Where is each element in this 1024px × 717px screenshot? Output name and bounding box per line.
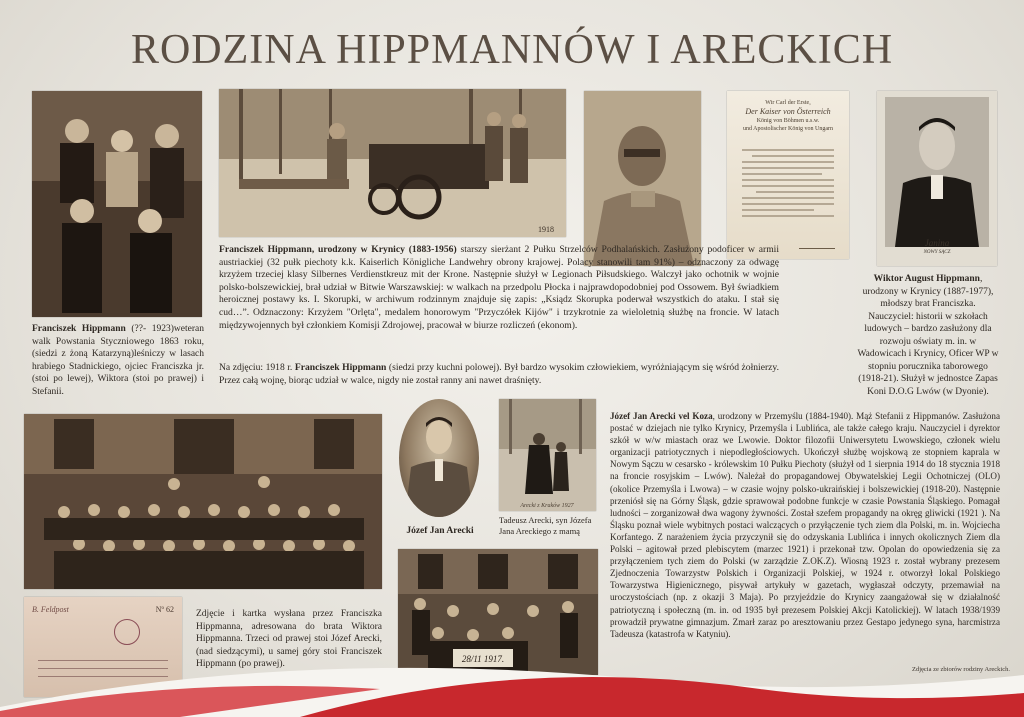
arecki-text: , urodzony w Przemyślu (1884-1940). Mąż Stefanii z Hippmanów. Zasłużona postać w dziejach nie tylko Krynicy, Przemyśla i Lublińca, ale także całego kraju. Nauczyciel i dyrektor szkół w w/w miastach oraz we Lwowie. Doktor filozofii Uniwersytetu Lwowskiego, członek wielu organizacji patriotycznych i niepodległościowych. Ukończył służbę wojskową ze stopniem kaprala w Nowym Sączu w cesarsko - królewskim 10 Pułku Piechoty (służył od 1 sierpnia 1914 do 18 stycznia 1918 na froncie rosyjskim – Lwów). Należał do propagandowej Obywatelskiej Legii Ochotniczej (OLO) (okolice Przemyśla i Lwowa) – w czasie wojny polsko-ukraińskiej i bolszewickiej (1918-20). Następnie przeniósł się na Górny Śląsk, gdzie sprawował podobne funkcje w czasie Powstania Śląskiego. Pomagał ludności – zorganizował dwa wagony żywności. Został szefem propagandy na okręg gliwicki (1921 ). Na Śląsku poznał wiele wybitnych postaci walczących o przyłączenie tych ziem dla Polski, m. in. Wojciecha Korfantego. Z narażeniem życia przyczynił się do odzyskania Lublińca i innych okolicznych Ziem dla Polski – agitował przed plebiscytem (marzec 1921) i przekonał tzw. Opolan do opowiedzenia się za przyłączeniem tych ziem do Polski (w zarządzie Z.OK.Z). Wiosną 1923 r. został wybrany prezesem Zjednoczenia Towarzystw Polskich i Organizacji Polskiej, w 1924 r. otworzył lokal Polskiego Towarzystwa Higienicznego, pisywał artykuły w gazetach, wygłaszał odczyty, przemawiał na uroczystościach (np. z okazji 3 Maja). Po przyjeździe do Krynicy zaangażował się w działalność patriotyczną i społeczną (m. in. od 1935 był prezesem Polskiej Akcji Katolickiej). W latach 1938/1939 prowadził prywatne gimnazjum. Zmarł zaraz po aresztowaniu przez Gestapo jedynego syna, harcmistrza Tadeusza (katastrofa w Katyniu).	[610, 411, 1000, 639]
diploma-line-4: und Apostolischer König von Ungarn	[743, 126, 833, 132]
diploma-line-1: Wir Carl der Erste,	[765, 100, 811, 106]
jozef-caption: Józef Jan Arecki	[406, 526, 474, 536]
diploma-document	[727, 91, 849, 259]
photo-year-label: 1918	[538, 225, 554, 234]
source-note: Zdjęcia ze zbiorów rodziny Areckich.	[912, 666, 1010, 673]
photographer-signature	[877, 238, 997, 258]
wiktor-text: , urodzony w Krynicy (1887-1977), młodszy brat Franciszka. Nauczyciel: historii w szkołach ludowych – bardzo zasłużony dla rozwoju oświaty m. in. w Wadowicach i Krynicy, Oficer WP w stopniu porucznika taborowego (1918-21). Służył w jednostce Zapas Koni D.O.G Lwów (w Dyonie).	[857, 274, 999, 397]
family-portrait-caption	[32, 323, 204, 398]
field-kitchen-photo	[219, 89, 566, 237]
photo-prefix: Na zdjęciu: 1918 r.	[219, 362, 295, 373]
page-title: RODZINA HIPPMANNÓW I ARECKICH	[130, 27, 894, 73]
tadeusz-caption: Tadeusz Arecki, syn Józefa Jana Areckiego z mamą	[499, 515, 592, 536]
tadeusz-photo	[499, 399, 596, 511]
franciszek-portrait-photo	[584, 91, 701, 266]
wiktor-biography	[857, 273, 999, 398]
wiktor-name: Wiktor August Hippmann	[873, 274, 980, 284]
arecki-biography	[610, 410, 1000, 640]
postcard-caption: Zdjęcie i kartka wysłana przez Franciszka Hippmanna, adresowana do brata Wiktora Hippmanna. Trzeci od prawej stoi Józef Arecki, (nad siedzącymi), u samej góry stoi Franciszek Hippmann (po prawej).	[196, 609, 382, 669]
family-portrait-photo	[32, 91, 202, 317]
postcard-address: B. Feldpost	[32, 605, 69, 614]
bio-text: starszy sierżant 2 Pułku Strzelców Podhalańskich. Zasłużony podoficer w armii austriackiej (32 pułk piechoty k.k. Kaiserlich Königliche Landwehry obrony krajowej. Polacy stanowili tam 91%) – odznaczony za odwagę krzyżem trzeciej klasy Silbernes Verdienstkreuz mit der Krone. Następnie służył w Legionach Piłsudskiego. Walczył jako ochotnik w wojnie polsko-bolszewickiej, brał udział w Bitwie Warszawskiej: w walkach na przedpolu Płocka i najprawdopodobniej pod Ossowem. Był świadkiem heroicznej postawy ks. I. Skorupki, w archiwum rodzinnym znajduje się zapis: „Ksiądz Skorupka poderwał wszystkich do ataku. I stał się cud…”. Odznaczony: Krzyżem "Orlęta", medalem honorowym "Przyczółek Kijów" i trzykrotnie za wieloletnią służbę na froncie. W latach międzywojennych był członkiem Komisji Zdrojowej, pracował w biurze rozliczeń (ekonom).	[219, 244, 779, 331]
wiktor-portrait-photo	[877, 91, 997, 266]
bio-name: Franciszek Hippmann, urodzony w Krynicy (1883-1956)	[219, 244, 457, 255]
tadeusz-photo-plate: Arecki z Kraków 1927	[520, 503, 574, 509]
jozef-oval-portrait	[399, 399, 479, 517]
caption-text: (??- 1923)weteran walk Powstania Styczniowego 1863 roku, (siedzi z żoną Katarzyną)leśniczy w lasach hrabiego Stadnickiego, ojciec Franciszka jr. (stoi po lewej), Wiktora (stoi po prawej) i Stefanii.	[32, 324, 204, 397]
diploma-line-2: Der Kaiser von Österreich	[745, 107, 831, 116]
soldiers-group-photo	[24, 414, 382, 589]
arecki-name: Józef Jan Arecki vel Koza	[610, 411, 713, 421]
office-photo-date: 28/11 1917.	[461, 654, 505, 664]
photographer-city: NOWY SĄCZ	[923, 250, 951, 255]
photo-description	[219, 362, 779, 387]
diploma-line-3: König von Böhmen u.s.w.	[756, 118, 820, 124]
caption-name: Franciszek Hippmann	[32, 324, 126, 334]
franciszek-biography	[219, 244, 779, 332]
diploma-signature	[799, 239, 835, 249]
postcard-number: Nº 62	[155, 605, 174, 614]
photographer-name: Janina	[924, 238, 950, 248]
photo-name: Franciszek Hippmann	[294, 362, 387, 373]
photo-text: (siedzi przy kuchni polowej). Był bardzo wysokim człowiekiem, wyróżniającym się wśród żołnierzy. Przez całą wojnę, biorąc udział w walce, nigdy nie został ranny ani nawet draśnięty.	[219, 362, 779, 386]
